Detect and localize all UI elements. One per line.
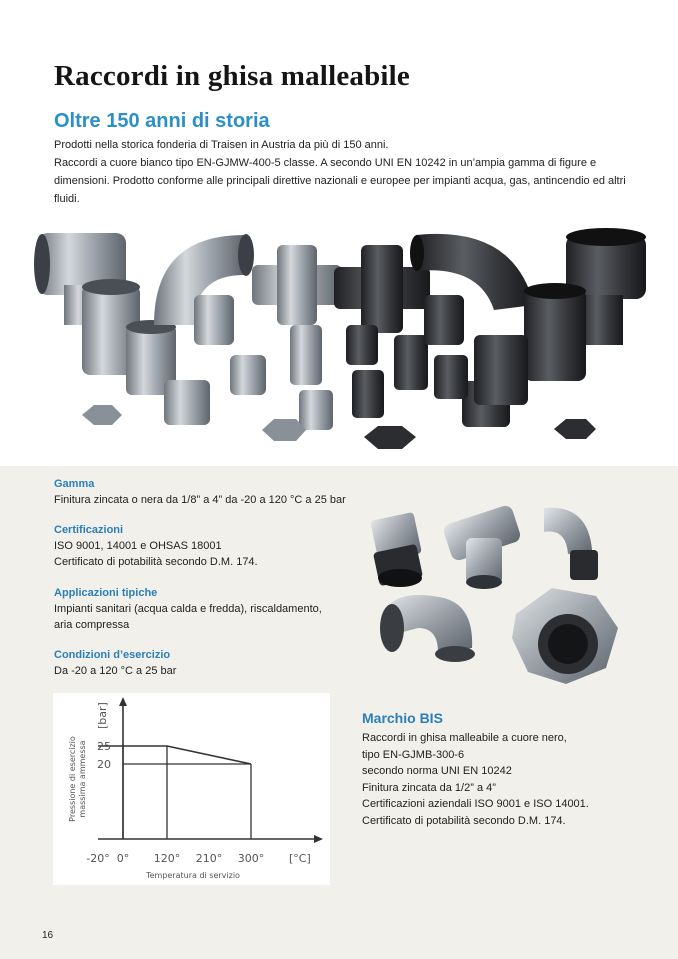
fittings-photo <box>34 205 654 467</box>
spec-condizioni <box>54 647 354 679</box>
bis-section <box>362 710 652 829</box>
spec-certificazioni <box>54 522 354 570</box>
y-axis-arrow <box>119 697 127 706</box>
spec-heading: Certificazioni <box>54 524 124 536</box>
x-tick-label: -20° <box>86 852 110 865</box>
intro-line: Prodotti nella storica fonderia di Traisen in Austria da più di 150 anni. <box>54 139 389 151</box>
page-title: Raccordi in ghisa malleabile <box>54 60 411 92</box>
pressure-limit-line <box>98 746 251 764</box>
spec-text: ISO 9001, 14001 e OHSAS 18001 <box>54 540 222 552</box>
page-number: 16 <box>42 930 54 941</box>
x-axis-arrow <box>314 835 323 843</box>
bis-heading: Marchio BIS <box>362 710 443 726</box>
x-tick-label: 300° <box>237 852 265 865</box>
spec-heading: Applicazioni tipiche <box>54 587 158 599</box>
x-tick-label: 0° <box>116 852 130 865</box>
spec-applicazioni <box>54 585 354 633</box>
bis-line: Raccordi in ghisa malleabile a cuore nero, <box>362 732 567 744</box>
spec-text: Finitura zincata o nera da 1/8” a 4” da -20 a 120 °C a 25 bar <box>54 494 346 506</box>
bis-line: Certificato di potabilità secondo D.M. 174. <box>362 814 566 827</box>
section-subtitle: Oltre 150 anni di storia <box>54 110 270 132</box>
y-axis-title-line2: massima ammessa <box>78 740 87 818</box>
spec-text: Certificato di potabilità secondo D.M. 174. <box>54 556 258 568</box>
bis-line: tipo EN-GJMB-300-6 <box>362 748 465 761</box>
spec-text: Impianti sanitari (acqua calda e fredda), riscaldamento, <box>54 603 322 615</box>
pressure-chart-panel <box>53 693 330 885</box>
y-axis-title-line1: Pressione di esercizio <box>68 736 77 822</box>
bis-line: secondo norma UNI EN 10242 <box>362 765 512 777</box>
pressure-temperature-chart <box>53 693 330 885</box>
spec-gamma <box>54 476 354 508</box>
bis-line: Certificazioni aziendali ISO 9001 e ISO 14001. <box>362 798 589 810</box>
intro-line: Raccordi a cuore bianco tipo EN-GJMW-400-5 classe. A secondo UNI EN 10242 in un’ampia gamma di figure e dimensioni. Prodotto conforme alle principali direttive nazionali e europee per impianti acqua, gas, antincendio ed altri fluidi. <box>54 157 626 205</box>
x-unit-label: [°C] <box>289 852 311 865</box>
bis-fittings-photo <box>356 488 652 696</box>
y-unit-label: [bar] <box>96 702 109 729</box>
spec-heading: Gamma <box>54 478 95 490</box>
x-tick-label: 210° <box>195 852 223 865</box>
x-tick-label: 120° <box>153 852 181 865</box>
y-tick-label: 20 <box>97 758 111 771</box>
spec-text: Da -20 a 120 °C a 25 bar <box>54 665 177 677</box>
bis-line: Finitura zincata da 1/2” a 4” <box>362 781 496 794</box>
y-tick-label: 25 <box>97 740 111 753</box>
spec-text: aria compressa <box>54 619 130 631</box>
x-axis-title: Temperatura di servizio <box>146 871 240 880</box>
spec-heading: Condizioni d’esercizio <box>54 649 171 661</box>
intro-text <box>54 136 634 208</box>
